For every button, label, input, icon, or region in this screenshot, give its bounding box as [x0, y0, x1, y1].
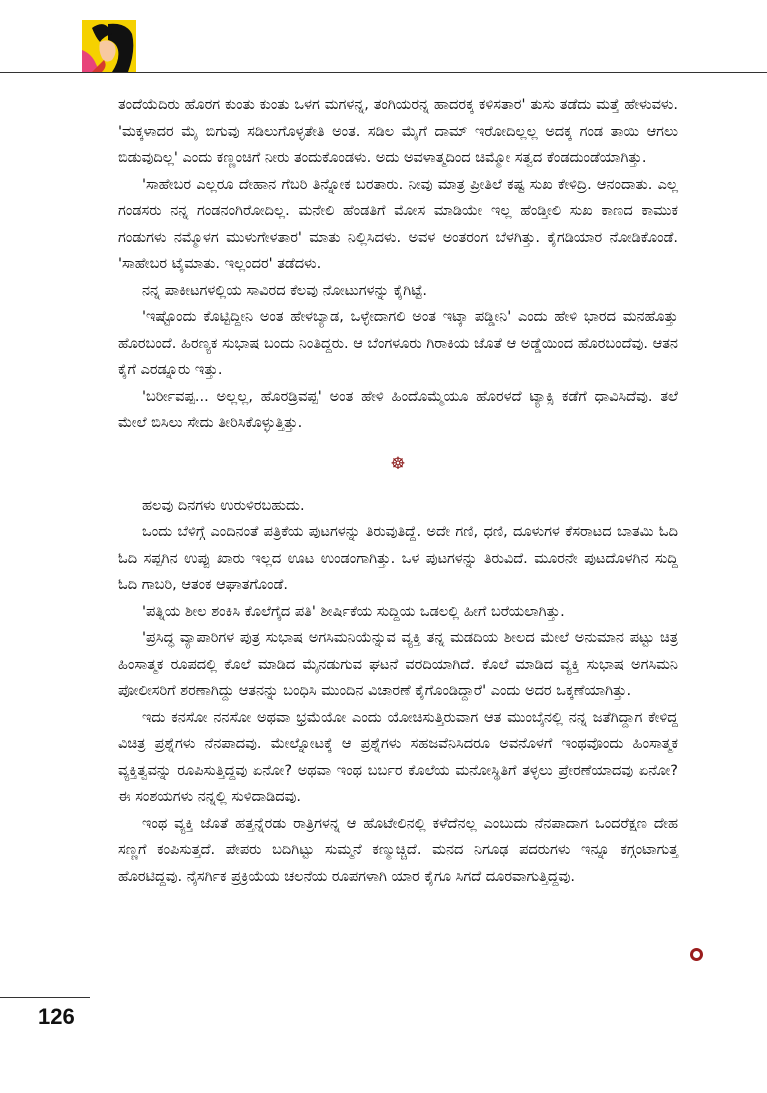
paragraph: ಹಲವು ದಿನಗಳು ಉರುಳಿರಬಹುದು.: [142, 497, 305, 514]
woman-face-logo-icon: [82, 20, 136, 72]
paragraph: 'ಬರ್ರೀವಪ್ಪ... ಅಲ್ಲಲ್ಲ, ಹೊರಡ್ರಿವಪ್ಪ' ಅಂತ ಹೇಳಿ ಹಿಂದೊಮ್ಮೆಯೂ ಹೊರಳದೆ ಟ್ಯಾಕ್ಸಿ ಕಡೆಗೆ ಧಾವಿಸಿದೆವು. ತಲೆ ಮೇಲೆ ಬಿಸಿಲು ಸೇದು ತೀರಿಸಿಕೊಳ್ಳುತ್ತಿತ್ತು.: [118, 388, 678, 431]
header-rule: [0, 72, 767, 73]
circle-end-mark-icon: [690, 948, 703, 961]
paragraph: 'ಇಷ್ಟೊಂದು ಕೊಟ್ಟಿದ್ದೀನಿ ಅಂತ ಹೇಳಬ್ಯಾಡ, ಒಳ್ಳೇದಾಗಲಿ ಅಂತ ಇಟ್ಕಾ ಪಡ್ಡೀನಿ' ಎಂದು ಹೇಳಿ ಭಾರದ ಮನಹೊತ್ತು ಹೊರಬಂದೆ. ಹಿರಣ್ಯಕ ಸುಭಾಷ ಬಂದು ನಿಂತಿದ್ದರು. ಆ ಬೆಂಗಳೂರು ಗಿರಾಕಿಯ ಜೊತೆ ಆ ಅಡ್ಡೆಯಿಂದ ಹೊರಬಂದೆವು. ಆತನ ಕೈಗೆ ಎರಡ್ನೂರು ಇತ್ತು.: [118, 309, 678, 378]
paragraph: ಇದು ಕನಸೋ ನನಸೋ ಅಥವಾ ಭ್ರಮೆಯೋ ಎಂದು ಯೋಚಿಸುತ್ತಿರುವಾಗ ಆತ ಮುಂಬೈನಲ್ಲಿ ನನ್ನ ಜತೆಗಿದ್ದಾಗ ಕೇಳಿದ್ದ ವಿಚಿತ್ರ ಪ್ರಶ್ನೆಗಳು ನೆನಪಾದವು. ಮೇಲ್ನೋಟಕ್ಕೆ ಆ ಪ್ರಶ್ನೆಗಳು ಸಹಜವೆನಿಸಿದರೂ ಅವನೊಳಗೆ ಇಂಥವೊಂದು ಹಿಂಸಾತ್ಮಕ ವ್ಯಕ್ತಿತ್ವವನ್ನು ರೂಪಿಸುತ್ತಿದ್ದವು ಏನೋ? ಅಥವಾ ಇಂಥ ಬರ್ಬರ ಕೊಲೆಯ ಮನೋಸ್ಥಿತಿಗೆ ತಳ್ಳಲು ಪ್ರೇರಣೆಯಾದವು ಏನೋ? ಈ ಸಂಶಯಗಳು ನನ್ನಲ್ಲಿ ಸುಳಿದಾಡಿದವು.: [118, 709, 678, 805]
paragraph: ನನ್ನ ಪಾಕೀಟಗಳಲ್ಲಿಯ ಸಾವಿರದ ಕೆಲವು ನೋಟುಗಳನ್ನು ಕೈಗಿಟ್ಟೆ.: [142, 282, 427, 299]
paragraph: ತಂದೆಯೆದಿರು ಹೊರಗ ಕುಂತು ಕುಂತು ಒಳಗ ಮಗಳನ್ನ, ತಂಗಿಯರನ್ನ ಹಾದರಕ್ಕ ಕಳಿಸತಾರ' ತುಸು ತಡೆದು ಮತ್ತೆ ಹೇಳುವಳು. 'ಮಕ್ಕಳಾದರ ಮೈ ಬಿಗುವು ಸಡಿಲುಗೊಳ್ಳತೇತಿ ಅಂತ. ಸಡಿಲ ಮೈಗೆ ದಾಮ್ ಇರೋದಿಲ್ಲಲ್ಲ ಅದಕ್ಕ ಗಂಡ ತಾಯಿ ಆಗಲು ಬಿಡುವುದಿಲ್ಲ' ಎಂದು ಕಣ್ಣಂಚಿಗೆ ನೀರು ತಂದುಕೊಂಡಳು. ಅದು ಅವಳಾತ್ಮದಿಂದ ಚಿಮ್ಮೋ ಸತ್ವದ ಕೆಂಡದುಂಡೆಯಾಗಿತ್ತು.: [118, 97, 678, 166]
paragraph: ಇಂಥ ವ್ಯಕ್ತಿ ಜೊತೆ ಹತ್ತನ್ನೆರಡು ರಾತ್ರಿಗಳನ್ನ ಆ ಹೊಟೇಲಿನಲ್ಲಿ ಕಳೆದೆನಲ್ಲ ಎಂಬುದು ನೆನಪಾದಾಗ ಒಂದರೆಕ್ಷಣ ದೇಹ ಸಣ್ಣಗೆ ಕಂಪಿಸುತ್ತದೆ. ಪೇಪರು ಬದಿಗಿಟ್ಟು ಸುಮ್ಮನೆ ಕಣ್ಮುಚ್ಚಿದೆ. ಮನದ ನಿಗೂಢ ಪದರುಗಳು ಇನ್ನೂ ಕಗ್ಗಂಟಾಗುತ್ತ ಹೊರಟಿದ್ದವು. ನೈಸರ್ಗಿಕ ಪ್ರಕ್ರಿಯೆಯ ಚಲನೆಯ ರೂಪಗಳಾಗಿ ಯಾರ ಕೈಗೂ ಸಿಗದೆ ದೂರವಾಗುತ್ತಿದ್ದವು.: [118, 815, 678, 885]
footer-rule: [0, 997, 90, 998]
section-break-ornament: [118, 437, 678, 493]
wheel-ornament-icon: ☸: [390, 454, 406, 474]
paragraph: ಒಂದು ಬೆಳಿಗ್ಗೆ ಎಂದಿನಂತೆ ಪತ್ರಿಕೆಯ ಪುಟಗಳನ್ನು ತಿರುವುತಿದ್ದೆ. ಅದೇ ಗಣಿ, ಧಣಿ, ದೂಳುಗಳ ಕೆಸರಾಟದ ಬಾತಮಿ ಓದಿ ಓದಿ ಸಪ್ಪಗಿನ ಉಪ್ಪು ಖಾರು ಇಲ್ಲದ ಊಟ ಉಂಡಂಗಾಗಿತ್ತು. ಒಳ ಪುಟಗಳನ್ನು ತಿರುವಿದೆ. ಮೂರನೇ ಪುಟದೊಳಗಿನ ಸುದ್ದಿ ಓದಿ ಗಾಬರಿ, ಆತಂಕ ಆಘಾತಗೊಂಡೆ.: [118, 524, 678, 593]
paragraph: 'ಪತ್ನಿಯ ಶೀಲ ಶಂಕಿಸಿ ಕೊಲೆಗೈದ ಪತಿ' ಶೀರ್ಷಿಕೆಯ ಸುದ್ದಿಯ ಒಡಲಲ್ಲಿ ಹೀಗೆ ಬರೆಯಲಾಗಿತ್ತು.: [142, 603, 565, 620]
paragraph: 'ಸಾಹೇಬರ ಎಲ್ಲರೂ ದೇಹಾನ ಗೆಬರಿ ತಿನ್ನೋಕ ಬರತಾರು. ನೀವು ಮಾತ್ರ ಪ್ರೀತಿಲೆ ಕಷ್ಟ ಸುಖ ಕೇಳಿದ್ರಿ. ಆನಂದಾತು. ಎಲ್ಲ ಗಂಡಸರು ನನ್ನ ಗಂಡನಂಗಿರೋದಿಲ್ಲ. ಮನೇಲಿ ಹೆಂಡತಿಗೆ ಮೋಸ ಮಾಡಿಯೇ ಇಲ್ಲ ಹೆಂಡ್ತೀಲಿ ಸುಖ ಕಾಣದ ಕಾಮುಕ ಗಂಡುಗಳು ನಮ್ಮೊಳಗ ಮುಳುಗೇಳತಾರ' ಮಾತು ನಿಲ್ಲಿಸಿದಳು. ಅವಳ ಅಂತರಂಗ ಬೆಳಗಿತ್ತು. ಕೈಗಡಿಯಾರ ನೋಡಿಕೊಂಡೆ. 'ಸಾಹೇಬರ ಟೈಮಾತು. ಇಲ್ಲಂದರ' ತಡೆದಳು.: [118, 176, 678, 272]
page-number: 126: [38, 1004, 75, 1029]
page-body: [118, 92, 678, 890]
paragraph: 'ಪ್ರಸಿದ್ಧ ವ್ಯಾಪಾರಿಗಳ ಪುತ್ರ ಸುಭಾಷ ಅಗಸಿಮನಿಯೆನ್ನುವ ವ್ಯಕ್ತಿ ತನ್ನ ಮಡದಿಯ ಶೀಲದ ಮೇಲೆ ಅನುಮಾನ ಪಟ್ಟು ಚಿತ್ರ ಹಿಂಸಾತ್ಮಕ ರೂಪದಲ್ಲಿ ಕೊಲೆ ಮಾಡಿದ ಮೈನಡುಗುವ ಘಟನೆ ವರದಿಯಾಗಿದೆ. ಕೊಲೆ ಮಾಡಿದ ವ್ಯಕ್ತಿ ಸುಭಾಷ ಅಗಸಿಮನಿ ಪೋಲೀಸರಿಗೆ ಶರಣಾಗಿದ್ದು ಆತನನ್ನು ಬಂಧಿಸಿ ಮುಂದಿನ ವಿಚಾರಣೆ ಕೈಗೊಂಡಿದ್ದಾರೆ' ಎಂದು ಅದರ ಒಕ್ಕಣೆಯಾಗಿತ್ತು.: [118, 630, 678, 699]
